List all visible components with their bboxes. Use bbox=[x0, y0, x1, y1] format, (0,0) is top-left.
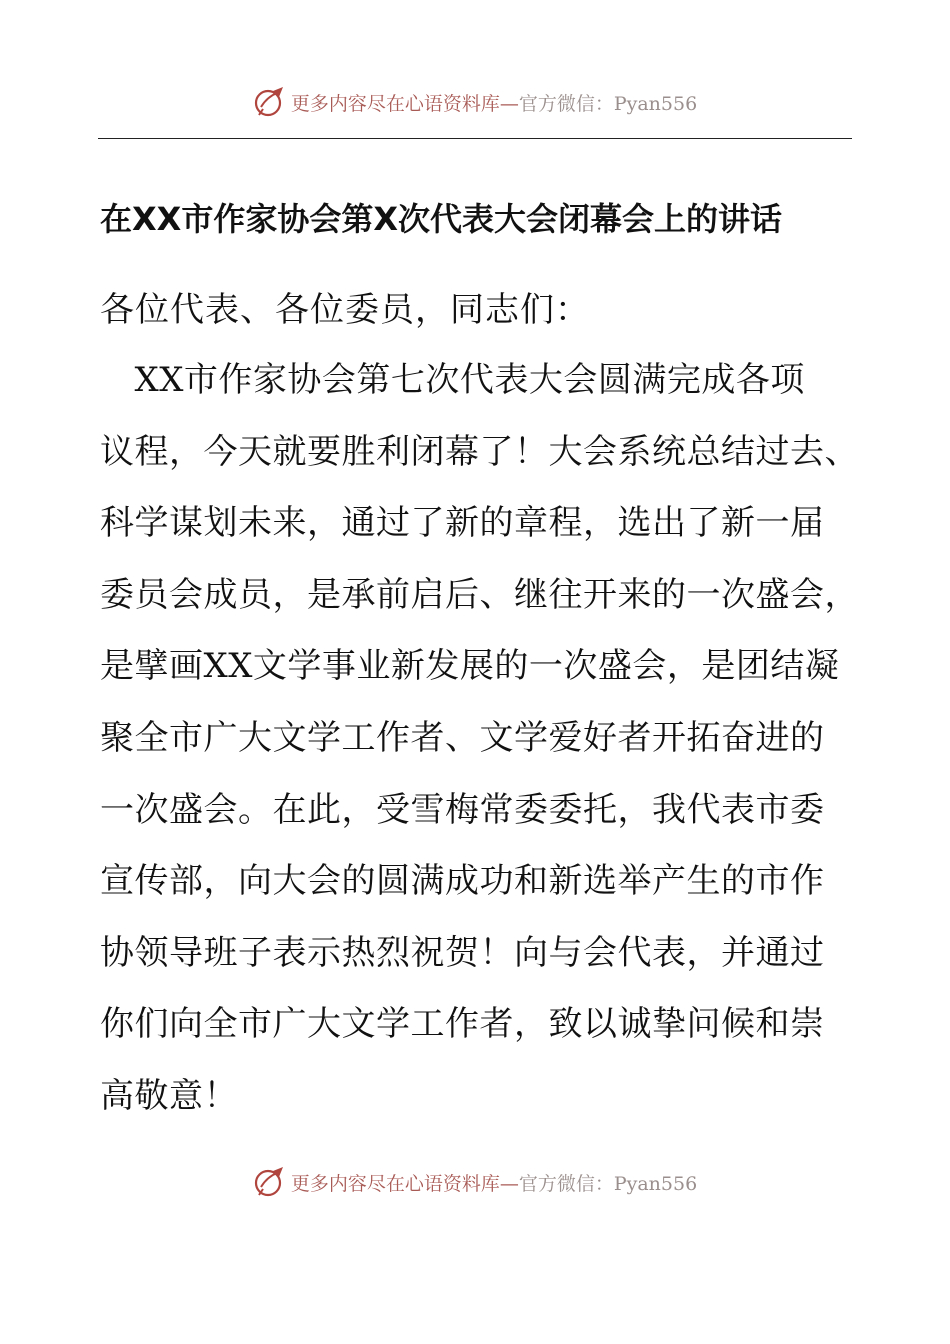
body-line: 委员会成员，是承前启后、继往开来的一次盛会， bbox=[100, 574, 859, 615]
header-banner-main: 更多内容尽在心语资料库— bbox=[290, 92, 519, 115]
pen-logo-icon bbox=[253, 85, 287, 119]
body-line: 宣传部，向大会的圆满成功和新选举产生的市作 bbox=[100, 861, 825, 902]
footer-banner-main: 更多内容尽在心语资料库— bbox=[290, 1172, 519, 1195]
body-line: 议程，今天就要胜利闭幕了！大会系统总结过去、 bbox=[100, 431, 859, 472]
header-divider bbox=[98, 138, 852, 139]
footer-banner bbox=[0, 1162, 950, 1202]
footer-banner-wechat: 官方微信：Pyan556 bbox=[518, 1172, 698, 1195]
body-line: 聚全市广大文学工作者、文学爱好者开拓奋进的 bbox=[100, 717, 825, 758]
body-line: 协领导班子表示热烈祝贺！向与会代表，并通过 bbox=[100, 932, 825, 973]
header-banner-text bbox=[291, 89, 697, 116]
header-banner bbox=[0, 82, 950, 122]
body-line: 你们向全市广大文学工作者，致以诚挚问候和崇 bbox=[100, 1004, 825, 1045]
body-line: 是擘画XX文学事业新发展的一次盛会，是团结凝 bbox=[100, 646, 840, 687]
body-line: 高敬意！ bbox=[100, 1075, 238, 1116]
salutation: 各位代表、各位委员，同志们： bbox=[100, 290, 590, 330]
body-line: 科学谋划未来，通过了新的章程，选出了新一届 bbox=[100, 503, 825, 544]
document-title: 在XX市作家协会第X次代表大会闭幕会上的讲话 bbox=[100, 200, 783, 238]
pen-logo-icon bbox=[253, 1165, 287, 1199]
body-line: 一次盛会。在此，受雪梅常委委托，我代表市委 bbox=[100, 789, 825, 830]
footer-banner-text bbox=[291, 1169, 697, 1196]
header-banner-wechat: 官方微信：Pyan556 bbox=[518, 92, 698, 115]
body-paragraph bbox=[100, 345, 870, 1133]
body-line: XX市作家协会第七次代表大会圆满完成各项 bbox=[100, 360, 805, 400]
